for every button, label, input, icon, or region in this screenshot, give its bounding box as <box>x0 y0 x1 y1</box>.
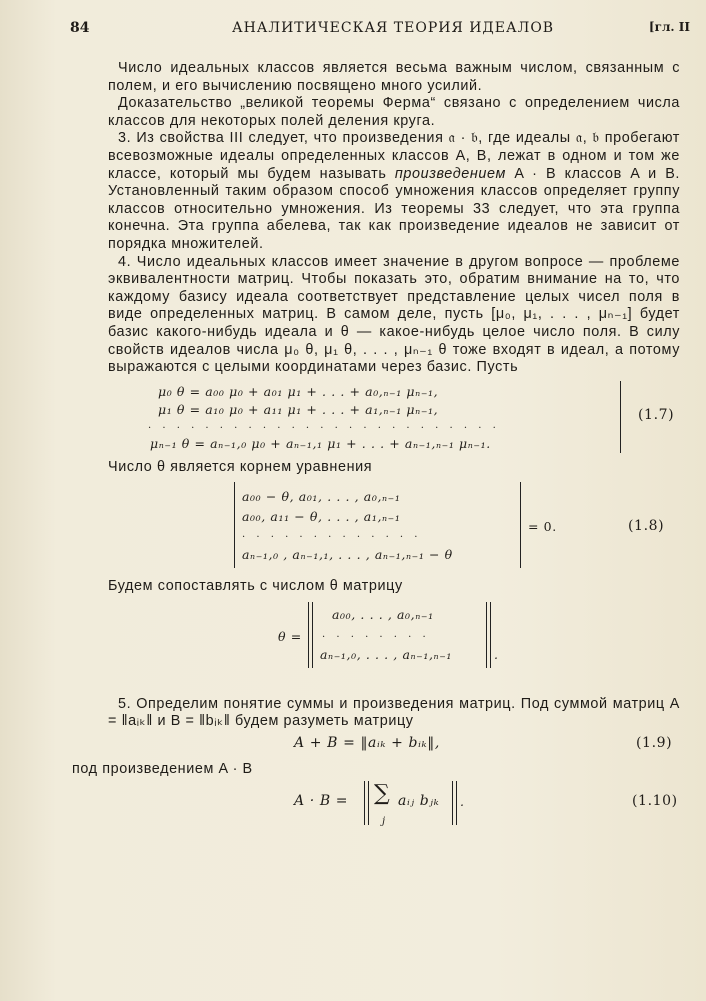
eq18-rhs: = 0. <box>528 519 557 535</box>
equation-1-10 <box>108 779 680 829</box>
matrix-left-bar-2 <box>312 602 313 668</box>
matrix-right-bar-2 <box>490 602 491 668</box>
theta-row-2: aₙ₋₁,₀, . . . , aₙ₋₁,ₙ₋₁ <box>320 646 453 662</box>
eq110-sub: j <box>382 815 386 827</box>
det-left-bar <box>234 482 235 568</box>
running-header <box>70 20 690 40</box>
eq17-dots: . . . . . . . . . . . . . . . . . . . . . . . . . <box>148 419 500 431</box>
paragraph-2: Доказательство „великой теоремы Ферма“ связано с определением числа классов для некоторых полей деления круга. <box>108 95 680 129</box>
paragraph-3-part-b: A · B классов A и B. Установленный таким образом способ умножения классов определяет группу классов относительно умножения. Из теоремы 33 следует, что эта группа конечна. Эта группа абелева, так как произведение идеалов не зависит от порядка множителей. <box>108 165 680 252</box>
intro-eq18: Число θ является корнем уравнения <box>108 458 373 475</box>
paragraph-5: 5. Определим понятие суммы и произведения матриц. Под суммой матриц A = ‖aᵢₖ‖ и B = ‖bᵢₖ‖ будем разуметь матрицу <box>108 695 680 730</box>
equation-theta-matrix <box>108 596 680 674</box>
eq18-row-2: a₀₀, a₁₁ − θ, . . . , a₁,ₙ₋₁ <box>242 509 401 525</box>
chapter-marker: [гл. II <box>648 20 690 34</box>
theta-end: . <box>494 646 499 662</box>
theta-dots: . . . . . . . . <box>322 628 430 640</box>
eq17-row-3: μₙ₋₁ θ = aₙ₋₁,₀ μ₀ + aₙ₋₁,₁ μ₁ + . . . + aₙ₋₁,ₙ₋₁ μₙ₋₁. <box>150 435 491 451</box>
matrix-right-bar-1 <box>486 602 487 668</box>
eq17-brace <box>620 381 621 453</box>
paragraph-3-part-a: 3. Из свойства III следует, что произведения 𝔞 · 𝔟, где идеалы 𝔞, 𝔟 пробегают всевозможные идеалы определенных классов A, B, лежат в одном и том же классе, который мы будем называть <box>108 130 680 182</box>
theta-lhs: θ = <box>278 628 302 644</box>
eq110-right-bar-1 <box>452 781 453 825</box>
eq17-row-2: μ₁ θ = a₁₀ μ₀ + a₁₁ μ₁ + . . . + a₁,ₙ₋₁ μₙ₋₁, <box>158 401 439 417</box>
eq19-number: (1.9) <box>636 735 673 752</box>
eq17-row-1: μ₀ θ = a₀₀ μ₀ + a₀₁ μ₁ + . . . + a₀,ₙ₋₁ μₙ₋₁, <box>158 383 439 399</box>
eq18-number: (1.8) <box>628 518 665 535</box>
equation-1-8 <box>108 476 680 572</box>
paragraph-3 <box>108 130 680 253</box>
intro-matrix: Будем сопоставлять с числом θ матрицу <box>108 578 403 595</box>
det-right-bar <box>520 482 521 568</box>
paragraph-4: 4. Число идеальных классов имеет значение в другом вопросе — проблеме эквивалентности матриц. Чтобы показать это, обратим внимание на то, что каждому базису идеала соответствует представление целых чисел поля в виде определенных матриц. В самом деле, пусть [μ₀, μ₁, . . . , μₙ₋₁] будет базис какого-нибудь идеала и θ — какое-нибудь целое число поля. В силу свойств идеалов числа μ₀ θ, μ₁ θ, . . . , μₙ₋₁ θ тоже входят в идеал, а потому выражаются с целыми координатами через базис. Пусть <box>108 253 680 376</box>
matrix-left-bar-1 <box>308 602 309 668</box>
eq110-left-bar-2 <box>368 781 369 825</box>
eq19-formula: A + B = ‖aᵢₖ + bᵢₖ‖, <box>294 735 440 752</box>
eq110-lhs: A · B = <box>294 792 349 809</box>
eq18-row-3: aₙ₋₁,₀ , aₙ₋₁,₁, . . . , aₙ₋₁,ₙ₋₁ − θ <box>242 547 453 563</box>
eq18-row-1: a₀₀ − θ, a₀₁, . . . , a₀,ₙ₋₁ <box>242 489 401 505</box>
theta-row-1: a₀₀, . . . , a₀,ₙ₋₁ <box>332 606 434 622</box>
eq110-left-bar-1 <box>364 781 365 825</box>
eq110-right-bar-2 <box>456 781 457 825</box>
page-number: 84 <box>70 20 90 36</box>
equation-1-7 <box>108 377 680 455</box>
eq110-term: aᵢⱼ bⱼₖ <box>398 792 440 809</box>
eq110-sum: ∑ <box>374 780 391 806</box>
eq17-number: (1.7) <box>638 406 675 423</box>
equation-1-9 <box>108 731 680 761</box>
eq18-dots: . . . . . . . . . . . . . <box>242 529 422 541</box>
page-body <box>72 60 680 829</box>
paragraph-1: Число идеальных классов является весьма важным числом, связанным с полем, и его вычислению посвящено много усилий. <box>108 60 680 94</box>
intro-eq110: под произведением A · B <box>72 761 253 778</box>
emphasis-product: произведением <box>394 165 506 182</box>
eq110-number: (1.10) <box>632 792 678 809</box>
eq110-end: . <box>460 793 465 809</box>
running-title: АНАЛИТИЧЕСКАЯ ТЕОРИЯ ИДЕАЛОВ <box>232 20 555 36</box>
